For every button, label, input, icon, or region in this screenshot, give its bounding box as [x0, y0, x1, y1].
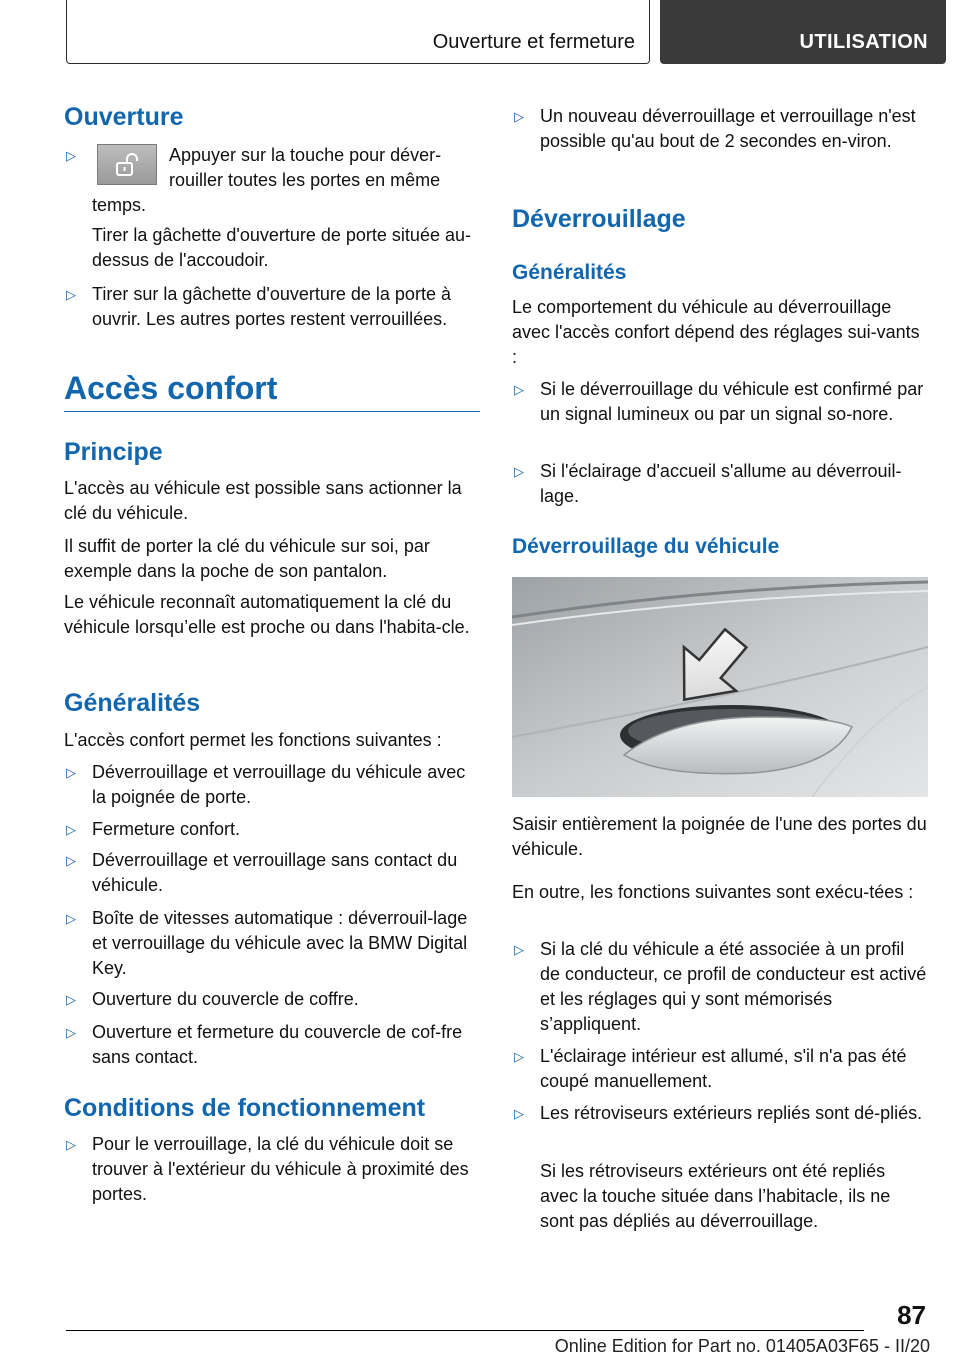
- list-item: ▷ Boîte de vitesses automatique : déverrouil-lage et verrouillage du véhicule avec la BMW Digital Key.: [66, 908, 468, 978]
- header-chapter-title: UTILISATION: [799, 31, 928, 53]
- bullet-marker: ▷: [514, 1106, 524, 1121]
- heading-deverrouillage-vehicule: Déverrouillage du véhicule: [512, 535, 780, 558]
- list-item: ▷ Déverrouillage et verrouillage du véhicule avec la poignée de porte.: [66, 762, 466, 807]
- bullet-marker: ▷: [66, 853, 76, 868]
- bullet-marker: ▷: [514, 382, 524, 397]
- heading-ouverture: Ouverture: [64, 103, 184, 131]
- heading-acces-confort: Accès confort: [64, 370, 278, 406]
- paragraph: Tirer la gâchette d'ouverture de porte située au-dessus de l'accoudoir.: [92, 225, 471, 270]
- unlock-icon: [115, 153, 141, 177]
- page-number: 87: [897, 1300, 926, 1330]
- list-item: ▷ Tirer sur la gâchette d'ouverture de la porte à ouvrir. Les autres portes restent verrouillées.: [66, 284, 451, 329]
- header-chapter-tab: [660, 0, 946, 64]
- bullet-marker: ▷: [514, 942, 524, 957]
- list-item: ▷ L'éclairage intérieur est allumé, s'il n'a pas été coupé manuellement.: [514, 1046, 907, 1091]
- list-item: ▷ Déverrouillage et verrouillage sans contact du véhicule.: [66, 850, 458, 895]
- bullet-marker: ▷: [66, 287, 76, 302]
- paragraph: Le comportement du véhicule au déverrouillage avec l'accès confort dépend des réglages sui-vants :: [512, 297, 920, 367]
- heading-underline: [64, 411, 480, 412]
- list-item: ▷ Un nouveau déverrouillage et verrouillage n'est possible qu'au bout de 2 secondes en-viron.: [514, 106, 916, 151]
- footer-divider: [66, 1330, 864, 1331]
- paragraph: Si les rétroviseurs extérieurs ont été repliés avec la touche située dans l’habitacle, ils ne sont pas dépliés au déverrouillage.: [540, 1161, 891, 1231]
- bullet-marker: ▷: [66, 148, 76, 163]
- paragraph: L'accès confort permet les fonctions suivantes :: [64, 730, 442, 750]
- paragraph: L'accès au véhicule est possible sans actionner la clé du véhicule.: [64, 478, 462, 523]
- paragraph: Saisir entièrement la poignée de l'une des portes du véhicule.: [512, 814, 927, 859]
- list-item: ▷ Ouverture et fermeture du couvercle de cof-fre sans contact.: [66, 1022, 463, 1067]
- list-item: ▷ Ouverture du couvercle de coffre.: [64, 987, 480, 1012]
- bullet-marker: ▷: [66, 822, 76, 837]
- bullet-marker: ▷: [66, 911, 76, 926]
- unlock-button-illustration: [97, 144, 157, 185]
- heading-generalites: Généralités: [64, 689, 201, 717]
- door-handle-image: [512, 577, 928, 797]
- bullet-marker: ▷: [514, 1049, 524, 1064]
- bullet-marker: ▷: [66, 765, 76, 780]
- header-section-tab: [66, 0, 650, 64]
- footer-edition: Online Edition for Part no. 01405A03F65 - II/20: [554, 1336, 930, 1356]
- bullet-marker: ▷: [66, 1137, 76, 1152]
- bullet-marker: ▷: [514, 109, 524, 124]
- heading-principe: Principe: [64, 438, 163, 466]
- paragraph: Il suffit de porter la clé du véhicule sur soi, par exemple dans la poche de son pantalon.: [64, 536, 430, 581]
- bullet-marker: ▷: [514, 464, 524, 479]
- list-item: ▷ Fermeture confort.: [64, 817, 480, 842]
- list-item: ▷ Pour le verrouillage, la clé du véhicule doit se trouver à l'extérieur du véhicule à proximité des portes.: [66, 1134, 469, 1204]
- door-handle-figure: [512, 577, 928, 797]
- list-item: ▷ Si la clé du véhicule a été associée à un profil de conducteur, ce profil de conducteur est activé et les réglages qui y sont mémorisés s’appliquent.: [514, 939, 927, 1034]
- heading-deverrouillage: Déverrouillage: [512, 205, 686, 233]
- bullet-marker: ▷: [66, 1025, 76, 1040]
- paragraph: En outre, les fonctions suivantes sont exécu-tées :: [512, 882, 914, 902]
- heading-generalites-2: Généralités: [512, 261, 627, 284]
- heading-conditions: Conditions de fonctionnement: [64, 1094, 426, 1122]
- header-section-title: Ouverture et fermeture: [432, 31, 635, 53]
- list-item: ▷ Si le déverrouillage du véhicule est confirmé par un signal lumineux ou par un signal so-nore.: [514, 379, 924, 424]
- list-item: ▷ Les rétroviseurs extérieurs repliés sont dé-pliés.: [512, 1101, 928, 1126]
- bullet-marker: ▷: [66, 992, 76, 1007]
- list-item: ▷ Si l'éclairage d'accueil s'allume au déverrouil-lage.: [514, 461, 902, 506]
- paragraph: Le véhicule reconnaît automatiquement la clé du véhicule lorsqu’elle est proche ou dans l'habita-cle.: [64, 592, 470, 637]
